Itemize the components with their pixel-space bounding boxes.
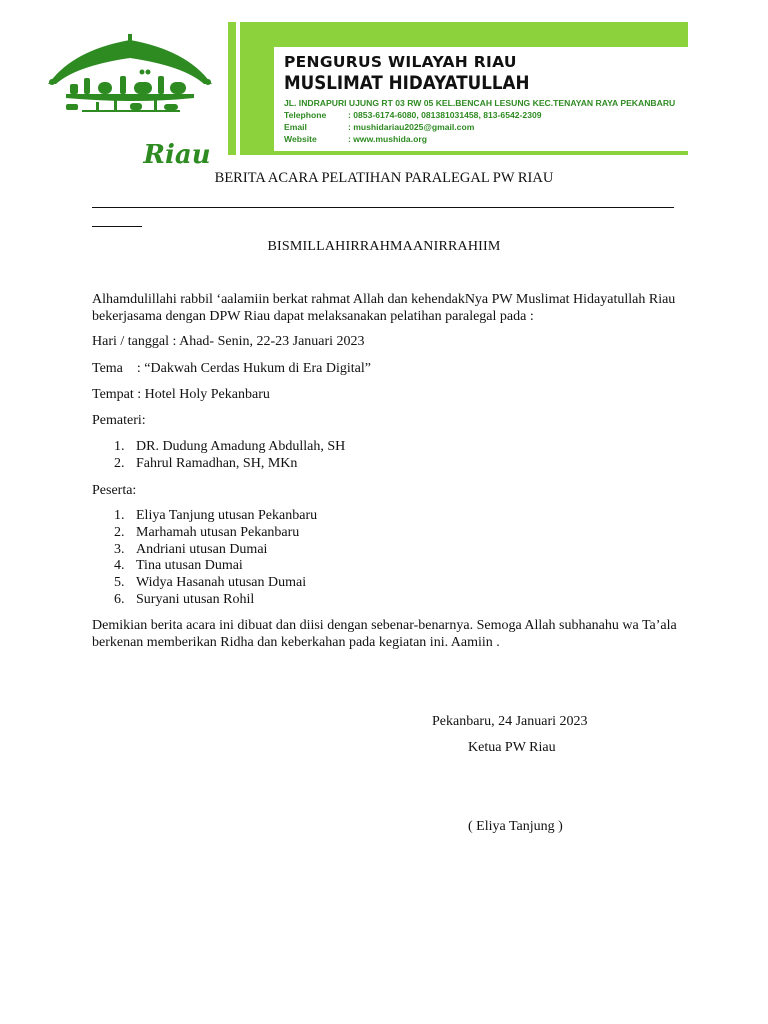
speakers-label: Pemateri: — [92, 413, 146, 428]
closing-paragraph: Demikian berita acara ini dibuat dan diisi dengan sebenar-benarnya. Semoga Allah subhanahu wa Ta’ala berkenan memberikan Ridha dan keberkahan pada kegiatan ini. Aamiin . — [92, 618, 677, 650]
intro-paragraph: Alhamdulillahi rabbil ‘aalamiin berkat rahmat Allah dan kehendakNya PW Muslimat Hidayatullah Riau bekerjasama dengan DPW Riau dapat melaksanakan pelatihan paralegal pada : — [92, 292, 676, 324]
letterhead-green-bar-bottom — [274, 151, 688, 155]
email-label: Email — [284, 122, 307, 132]
list-item: 2. Marhamah utusan Pekanbaru — [114, 524, 300, 540]
letterhead-phone-row — [284, 109, 688, 121]
list-item: 1. DR. Dudung Amadung Abdullah, SH — [114, 439, 346, 454]
letterhead-email-row — [284, 121, 688, 133]
letterhead-green-bar-top — [266, 22, 688, 47]
divider-line — [92, 207, 674, 208]
participants-label: Peserta: — [92, 483, 137, 498]
letterhead-green-bar-wide — [240, 22, 266, 155]
document-title: BERITA ACARA PELATIHAN PARALEGAL PW RIAU — [214, 170, 554, 186]
signatory-name: ( Eliya Tanjung ) — [468, 819, 563, 834]
venue-line: Tempat : Hotel Holy Pekanbaru — [92, 387, 270, 402]
participants-list — [92, 508, 317, 609]
list-item: 4. Tina utusan Dumai — [114, 558, 243, 574]
website-value: : www.mushida.org — [348, 134, 427, 144]
dome-logo-icon — [44, 32, 216, 150]
letterhead-address: JL. INDRAPURI UJUNG RT 03 RW 05 KEL.BENCAH LESUNG KEC.TENAYAN RAYA PEKANBARU — [284, 98, 676, 108]
logo-riau-text: Riau — [143, 140, 211, 170]
letterhead-org-region: PENGURUS WILAYAH RIAU — [284, 53, 517, 71]
signatory-position: Ketua PW Riau — [468, 740, 556, 755]
letterhead-org-name: MUSLIMAT HIDAYATULLAH — [284, 72, 530, 94]
list-item: 2. Fahrul Ramadhan, SH, MKn — [114, 455, 298, 471]
organization-logo — [44, 32, 216, 170]
letterhead-green-bar-inner — [266, 47, 274, 155]
email-value: : mushidariau2025@gmail.com — [348, 122, 475, 132]
speakers-list — [92, 439, 345, 473]
list-item: 5. Widya Hasanah utusan Dumai — [114, 575, 307, 591]
place-date: Pekanbaru, 24 Januari 2023 — [432, 714, 588, 729]
list-item: 3. Andriani utusan Dumai — [114, 541, 268, 557]
theme-line: Tema : “Dakwah Cerdas Hukum di Era Digital” — [92, 361, 371, 376]
letterhead-website-row — [284, 133, 688, 145]
phone-value: : 0853-6174-6080, 081381031458, 813-6542-2309 — [348, 110, 542, 120]
phone-label: Telephone — [284, 110, 327, 120]
website-label: Website — [284, 134, 317, 144]
letterhead-text — [284, 52, 688, 145]
divider-line-tail — [92, 226, 142, 227]
list-item: 6. Suryani utusan Rohil — [114, 591, 255, 607]
letterhead-green-bar-thin — [228, 22, 236, 155]
list-item: 1. Eliya Tanjung utusan Pekanbaru — [114, 508, 318, 523]
basmalah: BISMILLAHIRRAHMAANIRRAHIIM — [267, 239, 501, 254]
date-line: Hari / tanggal : Ahad- Senin, 22-23 Januari 2023 — [92, 334, 365, 349]
